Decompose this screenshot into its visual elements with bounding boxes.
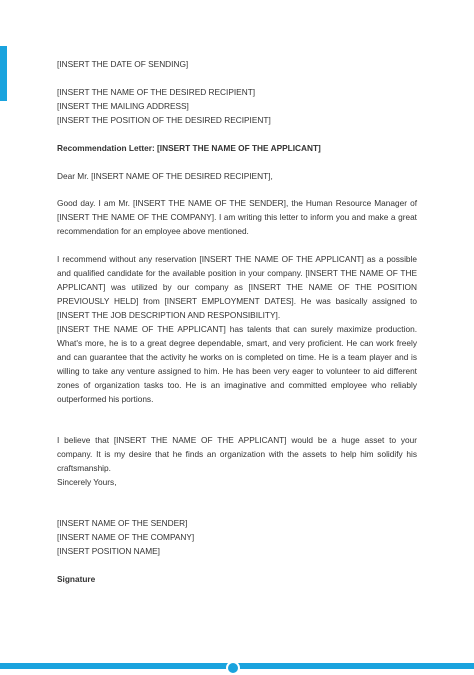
recipient-address: [INSERT THE MAILING ADDRESS] xyxy=(57,101,189,111)
left-accent-bar xyxy=(0,46,7,101)
paragraph-conclusion: I believe that [INSERT THE NAME OF THE APPLICANT] would be a huge asset to your company. It is my desire that he finds an organization with the assets to help him solidify his craftsmanship. xyxy=(57,435,417,473)
recipient-name: [INSERT THE NAME OF THE DESIRED RECIPIENT] xyxy=(57,87,256,97)
recipient-block xyxy=(57,85,271,127)
sender-company: [INSERT NAME OF THE COMPANY] xyxy=(57,532,195,542)
paragraph-intro: Good day. I am Mr. [INSERT THE NAME OF THE SENDER], the Human Resource Manager of [INSERT THE NAME OF THE COMPANY]. I am writing this letter to inform you and make a great recommendation for an employee above mentioned. xyxy=(57,198,417,236)
date-line: [INSERT THE DATE OF SENDING] xyxy=(57,59,189,69)
paragraph-talents: [INSERT THE NAME OF THE APPLICANT] has talents that can surely maximize production. What's more, he is to a great degree dependable, smart, and very proficient. He can work freely and can guarantee that the activity he works on is completed on time. He is a team player and is willing to take any venture assigned to him. He has been very eager to volunteer to aid different zones of organization tasks too. He is an imaginative and committed employee who reliably outperformed his portions. xyxy=(57,324,417,404)
sender-name: [INSERT NAME OF THE SENDER] xyxy=(57,518,188,528)
sender-block xyxy=(57,516,194,558)
salutation: Dear Mr. [INSERT NAME OF THE DESIRED RECIPIENT], xyxy=(57,171,273,181)
paragraph-recommendation: I recommend without any reservation [INSERT THE NAME OF THE APPLICANT] as a possible and qualified candidate for the available position in your company. [INSERT THE NAME OF THE APPLICANT] was utilized by our company as [INSERT THE NAME OF THE POSITION PREVIOUSLY HELD] from [INSERT EMPLOYMENT DATES]. He was basically assigned to [INSERT THE JOB DESCRIPTION AND RESPONSIBILITY]. xyxy=(57,254,417,320)
closing: Sincerely Yours, xyxy=(57,477,117,487)
bottom-accent-circle xyxy=(226,661,240,675)
signature-label: Signature xyxy=(57,574,96,584)
sender-position: [INSERT POSITION NAME] xyxy=(57,546,160,556)
subject-line: Recommendation Letter: [INSERT THE NAME OF THE APPLICANT] xyxy=(57,143,321,153)
recipient-position: [INSERT THE POSITION OF THE DESIRED RECIPIENT] xyxy=(57,115,271,125)
